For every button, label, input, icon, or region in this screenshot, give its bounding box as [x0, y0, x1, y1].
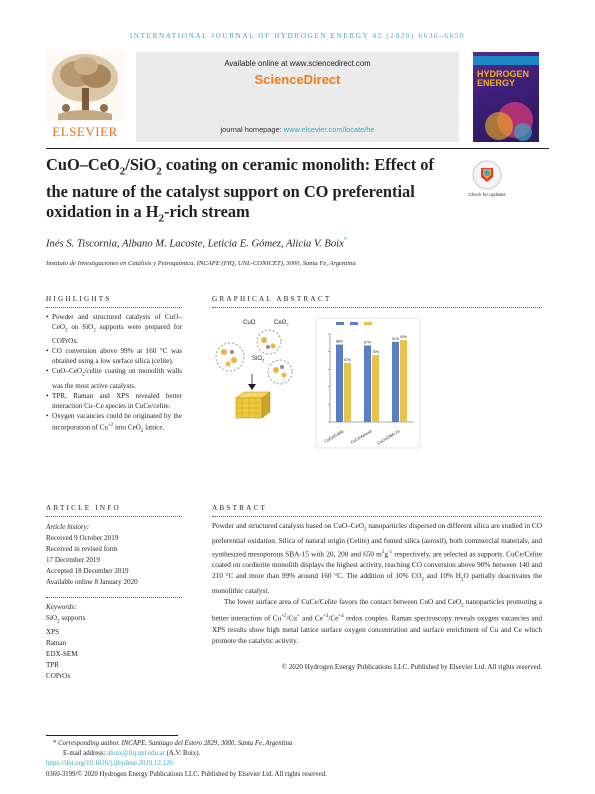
highlight-item: • CO conversion above 99% at 160 °C was obtained using a low surface silica (celite).	[46, 346, 182, 366]
bar-data-label: 93%	[399, 335, 408, 340]
email-link[interactable]: aboix@fiq.unl.edu.ar	[107, 750, 165, 757]
keyword: XPS	[46, 628, 60, 637]
highlight-item: • Oxygen vacancies could be originated by the incorporation of $Cu^{+2}$ into CeO$_2$ lattice.	[46, 411, 182, 437]
conversion-bar-chart	[316, 318, 420, 448]
email-note: E-mail address: aboix@fiq.unl.edu.ar (A.V. Boix).	[63, 750, 201, 757]
header-rule	[46, 148, 549, 149]
article-title: CuO–CeO$_2$/SiO$_2$ coating on ceramic monolith: Effect of the nature of the catalyst support on CO preferential oxidation in a $H_2$-rich stream	[46, 155, 434, 225]
abstract-rule	[212, 516, 542, 517]
highlights-list	[46, 312, 182, 437]
bar-CuCe/Aerosil-series-1	[364, 345, 371, 422]
keyword: COPrOx	[46, 672, 71, 681]
highlights-heading: HIGHLIGHTS	[46, 295, 112, 303]
cover-top-bar	[473, 56, 539, 65]
history-line: Received 9 October 2019	[46, 534, 119, 542]
abstract-copyright: © 2020 Hydrogen Energy Publications LLC. Published by Elsevier Ltd. All rights reserved.	[281, 663, 542, 671]
bar-data-label: 91%	[391, 336, 400, 341]
legend-swatch-series-1b	[350, 322, 358, 325]
elsevier-wordmark: ELSEVIER	[52, 124, 118, 139]
bar-CuCe/Celite-series-2	[344, 363, 351, 422]
scheme-cuo-label: CuO	[243, 320, 256, 326]
cover-artwork	[473, 98, 539, 142]
cover-title-line2: ENERGY	[477, 78, 516, 88]
bar-data-label: 67%	[343, 358, 352, 363]
available-online-text: Available online at www.sciencedirect.com	[224, 59, 371, 68]
check-for-updates-icon[interactable]	[472, 160, 502, 190]
affiliation: Instituto de Investigaciones en Catálisis y Petroquímica, INCAPE (FIQ, UNL-CONICET), 3000, Santa Fe, Argentina	[46, 260, 356, 267]
graphical-abstract-rule	[212, 307, 542, 308]
journal-homepage-link[interactable]: www.elsevier.com/locate/he	[283, 125, 375, 134]
bar-data-label: 87%	[363, 340, 372, 345]
abstract-heading: ABSTRACT	[212, 504, 268, 512]
check-for-updates-label: Check for updates	[468, 192, 506, 197]
author-list: Inés S. Tiscornia, Albano M. Lacoste, Leticia E. Gómez, Alicia V. Boix*	[46, 236, 348, 250]
scheme-sio2-label: SiO$_2$	[252, 356, 265, 363]
abstract-paragraph-1: Powder and structured catalysts based on CuO–CeO$_2$ nanoparticles dispersed on different silica are studied in CO preferential oxidation. Silica of natural origin (Celite) and fumed silica (aerosil), both commercial materials, and synthesized mesoporous SBA-15 with 20, 200 and 650 $m^2g^{-1}$ respectively, are selected as supports. CuCe/Celite coated on cordierite monolith displays the highest activity, reaching CO conversion above 90% between 140 and 210 °C and more than 99% around 160 °C. The addition of 10% $CO_2$ and 10% $H_2O$ partially deactivates the monolithic catalyst.	[212, 522, 542, 595]
bar-CuCe/SBA-15-series-1	[392, 342, 399, 422]
history-line: Available online 8 January 2020	[46, 578, 138, 586]
chart-legend	[336, 322, 372, 325]
abstract-body	[212, 521, 542, 647]
x-tick-label: CuCe/Aerosil	[349, 428, 373, 445]
issn-copyright: 0360-3199/© 2020 Hydrogen Energy Publications LLC. Published by Elsevier Ltd. All rights reserved.	[46, 771, 327, 778]
sciencedirect-banner	[136, 52, 459, 142]
bar-CuCe/SBA-15-series-2	[400, 340, 407, 422]
highlights-rule	[46, 307, 182, 308]
scheme-ceo2-label: CeO$_2$	[274, 320, 289, 327]
keyword: EDX-SEM	[46, 650, 78, 659]
graphical-abstract-heading: GRAPHICAL ABSTRACT	[212, 295, 332, 303]
keywords-label: Keywords:	[46, 603, 77, 611]
bar-CuCe/Celite-series-1	[336, 345, 343, 422]
history-line: 17 December 2019	[46, 556, 100, 564]
history-line: Received in revised form	[46, 545, 118, 553]
abstract-paragraph-2: The lower surface area of CuCe/Celite favors the contact between CuO and CeO$_2$ nanoparticles promoting a better interaction of $Cu^{+2}/Cu^+$ and $Ce^{+3}/Ce^{+4}$ redox couples. Raman spectroscopy reveals oxygen vacancies and XPS results show high metal lattice surface oxygen concentration and surface enrichment of Cu and Ce which promote the catalytic activity.	[212, 597, 542, 645]
catalyst-scheme	[216, 320, 292, 418]
highlight-item: • CuO–CeO$_2$/celite coating on monolith walls was the most active catalysts.	[46, 366, 182, 390]
highlight-item: • TPR, Raman and XPS revealed better interaction Cu–Ce species in CuCe/celite.	[46, 391, 182, 411]
journal-homepage	[136, 125, 459, 134]
legend-swatch-series-1	[336, 322, 344, 325]
legend-swatch-series-2	[364, 322, 372, 325]
corresponding-author-note: * Corresponding author. INCAPE. Santiago del Estero 2829, 3000, Santa Fe, Argentina	[53, 740, 293, 747]
doi-link[interactable]: https://doi.org/10.1016/j.ijhydene.2019.12.126	[46, 760, 173, 767]
running-head: INTERNATIONAL JOURNAL OF HYDROGEN ENERGY 45 (2020) 6636–6650	[129, 32, 466, 40]
sciencedirect-logo-text[interactable]: ScienceDirect	[254, 72, 341, 87]
x-tick-label: CuCe/Celite	[323, 428, 345, 444]
history-line: Accepted 18 December 2019	[46, 567, 129, 575]
bar-data-label: 76%	[371, 350, 380, 355]
highlight-item: • Powder and structured catalysts of CuO–CeO$_2$ on SiO$_2$ supports were prepared for COPrOx.	[46, 312, 182, 346]
article-info-rule	[46, 516, 182, 517]
article-info-heading: ARTICLE INFO	[46, 504, 121, 512]
journal-homepage-label: journal homepage:	[220, 125, 282, 134]
x-tick-label: CuCe/SBA-15	[376, 428, 401, 446]
article-history-label: Article history:	[46, 523, 90, 531]
bar-data-label: 88%	[335, 339, 344, 344]
keywords-rule	[46, 597, 182, 598]
keyword: SiO$_2$ supports	[46, 614, 86, 625]
bar-CuCe/Aerosil-series-2	[372, 355, 379, 422]
graphical-abstract-figure	[212, 312, 542, 487]
article-history	[46, 533, 182, 588]
keyword: TPR	[46, 661, 60, 670]
keywords-list	[46, 613, 182, 682]
cover-title-line1: HYDROGEN	[477, 69, 530, 79]
journal-cover[interactable]	[473, 52, 539, 142]
corresponding-author-mark[interactable]: *	[343, 236, 348, 244]
monolith-block	[236, 392, 270, 418]
footnote-rule	[46, 735, 178, 736]
keyword: Raman	[46, 639, 67, 648]
